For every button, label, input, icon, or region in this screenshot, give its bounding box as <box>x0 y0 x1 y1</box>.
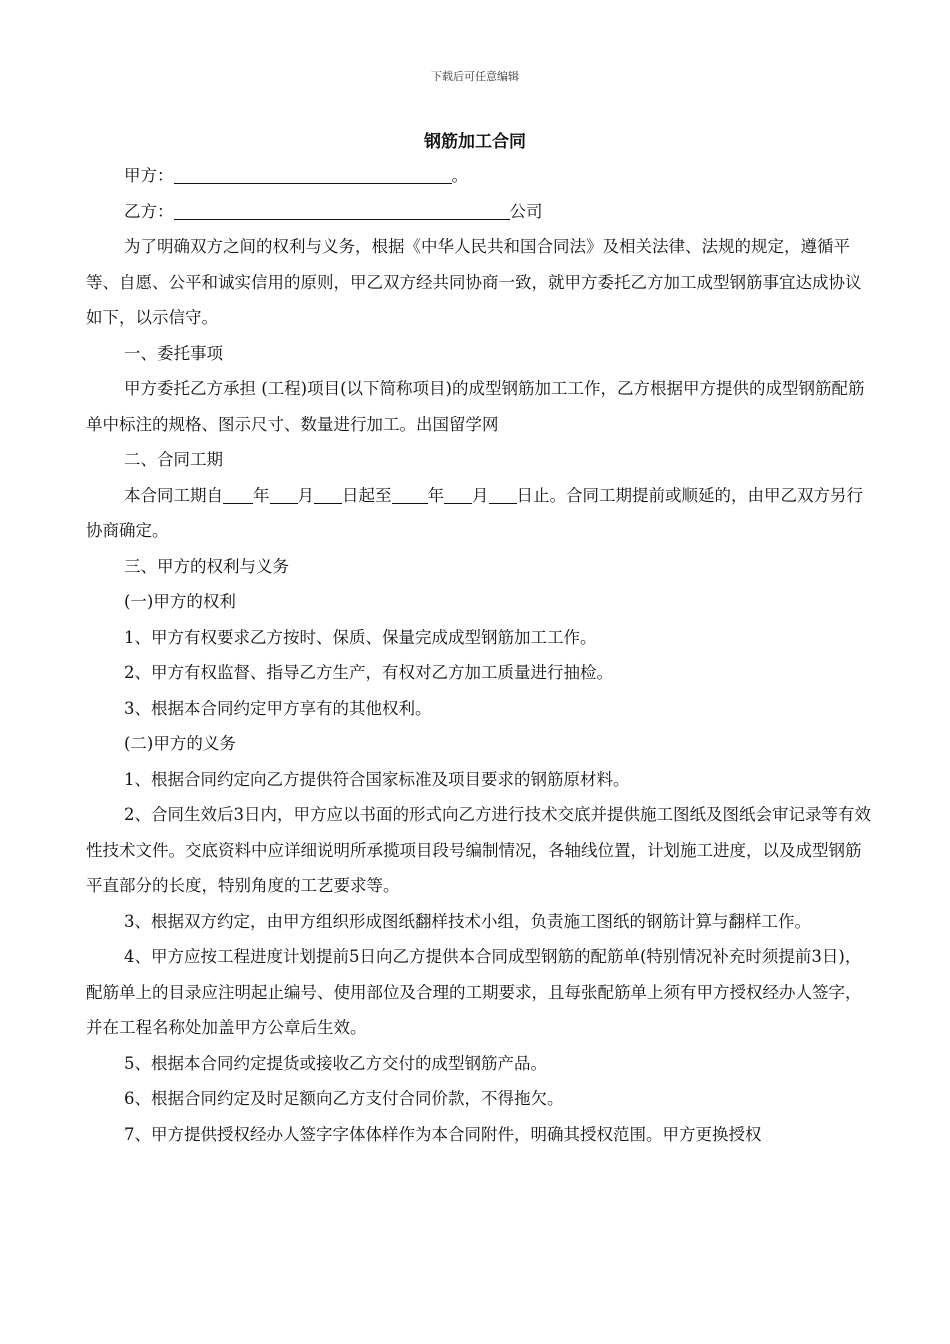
intro-paragraph: 为了明确双方之间的权利与义务，根据《中华人民共和国合同法》及相关法律、法规的规定，遵循平等、自愿、公平和诚实信用的原则，甲乙双方经共同协商一致，就甲方委托乙方加工成型钢筋事宜达成协议如下，以示信守。 <box>86 237 862 327</box>
duties-item: 5、根据本合同约定提货或接收乙方交付的成型钢筋产品。 <box>124 1053 547 1073</box>
year-label: 年 <box>253 485 270 505</box>
start-year-blank[interactable] <box>223 483 253 504</box>
party-b-blank[interactable] <box>174 199 510 220</box>
duties-item: 2、合同生效后3日内，甲方应以书面的形式向乙方进行技术交底并提供施工图纸及图纸会审记录等有效性技术文件。交底资料中应详细说明所承揽项目段号编制情况，各轴线位置，计划施工进度，以及成型钢筋平直部分的长度，特别角度的工艺要求等。 <box>86 805 871 895</box>
section-1-text: 甲方委托乙方承担 (工程)项目(以下简称项目)的成型钢筋加工工作，乙方根据甲方提供的成型钢筋配筋单中标注的规格、图示尺寸、数量进行加工。出国留学网 <box>86 379 865 434</box>
rights-heading: (一)甲方的权利 <box>124 592 236 611</box>
duties-item: 1、根据合同约定向乙方提供符合国家标准及项目要求的钢筋原材料。 <box>124 769 630 789</box>
month-label-2: 月 <box>472 485 489 505</box>
term-start-text: 本合同工期自 <box>124 485 223 505</box>
month-label: 月 <box>297 485 314 505</box>
end-day-blank[interactable] <box>489 483 517 504</box>
party-a-label: 甲方： <box>124 166 174 185</box>
term-paragraph <box>86 478 876 549</box>
day-from-label: 日起至 <box>342 485 392 505</box>
start-day-blank[interactable] <box>314 483 342 504</box>
end-month-blank[interactable] <box>444 483 472 504</box>
rights-item: 3、根据本合同约定甲方享有的其他权利。 <box>124 698 432 718</box>
party-b-suffix: 公司 <box>509 201 543 221</box>
contract-body <box>86 158 876 1152</box>
party-a-blank[interactable] <box>174 163 452 184</box>
party-a-suffix: 。 <box>451 166 468 185</box>
term-end-text: 日止。合同工期提前或顺延的，由甲乙双方另行协商确定。 <box>86 485 863 540</box>
start-month-blank[interactable] <box>270 483 298 504</box>
section-3-heading: 三、甲方的权利与义务 <box>124 556 289 576</box>
duties-item: 4、甲方应按工程进度计划提前5日向乙方提供本合同成型钢筋的配筋单(特别情况补充时须提前3日)，配筋单上的目录应注明起止编号、使用部位及合理的工期要求，且每张配筋单上须有甲方授权经办人签字，并在工程名称处加盖甲方公章后生效。 <box>86 947 862 1037</box>
end-year-blank[interactable] <box>392 483 428 504</box>
document-title: 钢筋加工合同 <box>424 132 526 152</box>
year-label-2: 年 <box>427 485 444 505</box>
section-1-heading: 一、委托事项 <box>124 343 223 363</box>
party-b-line <box>86 194 876 230</box>
section-2-heading: 二、合同工期 <box>124 450 223 469</box>
party-a-line <box>86 158 876 194</box>
rights-item: 1、甲方有权要求乙方按时、保质、保量完成成型钢筋加工工作。 <box>124 627 597 647</box>
duties-item: 6、根据合同约定及时足额向乙方支付合同价款，不得拖欠。 <box>124 1089 564 1108</box>
duties-heading: (二)甲方的义务 <box>124 734 236 753</box>
rights-item: 2、甲方有权监督、指导乙方生产，有权对乙方加工质量进行抽检。 <box>124 663 613 682</box>
duties-item: 3、根据双方约定，由甲方组织形成图纸翻样技术小组，负责施工图纸的钢筋计算与翻样工作。 <box>124 911 811 931</box>
page-header-note: 下载后可任意编辑 <box>431 70 519 83</box>
duties-item: 7、甲方提供授权经办人签字字体体样作为本合同附件，明确其授权范围。甲方更换授权 <box>124 1124 762 1144</box>
party-b-label: 乙方： <box>124 201 174 221</box>
